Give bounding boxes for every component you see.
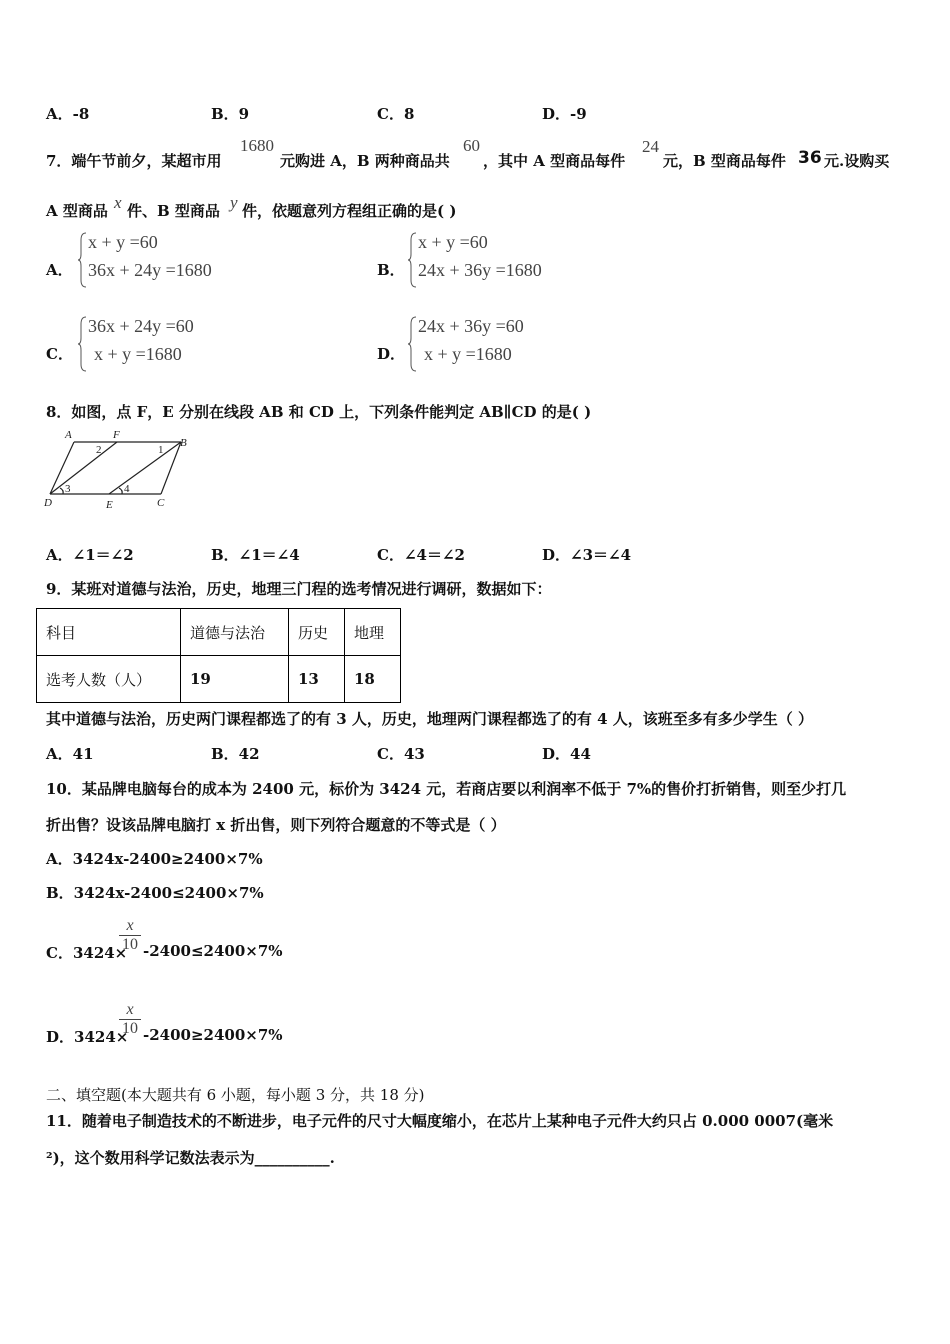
equation-line-2: x + y =1680 [94, 344, 182, 364]
q7-var-x: x [114, 193, 122, 212]
q8-option-c: C．∠4＝∠2 [377, 546, 465, 564]
q7-stem-line2c: 件，依题意列方程组正确的是( ) [242, 202, 457, 220]
equation-line-1: 24x + 36y =60 [418, 316, 524, 336]
table-header-cell: 道德与法治 [181, 609, 289, 656]
q9-option-c: C．43 [377, 745, 425, 763]
q7-option-c-label: C． [46, 345, 73, 363]
q7-value-60: 60 [463, 136, 480, 155]
q9-option-a: A．41 [46, 745, 94, 763]
q10-option-d-prefix: D．3424× [46, 1028, 129, 1046]
q6-option-b: B．9 [211, 105, 250, 123]
q9-stem: 9．某班对道德与法治，历史，地理三门程的选考情况进行调研，数据如下： [46, 580, 552, 598]
q7-stem-line2b: 件、B 型商品 [127, 202, 220, 220]
q7-stem-part3: ，其中 A 型商品每件 [483, 152, 626, 170]
q7-value-24: 24 [642, 137, 659, 156]
figure-label-e: E [106, 499, 113, 511]
q11-stem-line2: ²)，这个数用科学记数法表示为__________. [46, 1149, 335, 1167]
figure-angle-3: 3 [65, 483, 71, 495]
q9-table [36, 608, 401, 703]
equation-line-1: x + y =60 [418, 232, 488, 252]
figure-angle-2: 2 [96, 444, 102, 456]
figure-label-a: A [65, 429, 72, 441]
q10-stem-line1: 10．某品牌电脑每台的成本为 2400 元，标价为 3424 元，若商店要以利润率不低于 7%的售价打折销售，则至少打几 [46, 780, 847, 798]
q7-option-a-label: A． [46, 261, 73, 279]
q10-option-a: A．3424x-2400≥2400×7% [46, 850, 263, 868]
equation-line-2: 24x + 36y =1680 [418, 260, 542, 280]
table-cell: 18 [345, 656, 401, 703]
section-2-heading: 二、填空题(本大题共有 6 小题，每小题 3 分，共 18 分) [46, 1086, 425, 1104]
q7-option-d-label: D． [377, 345, 406, 363]
figure-label-b: B [180, 437, 187, 449]
table-cell: 选考人数（人） [37, 656, 181, 703]
q11-stem-line1: 11．随着电子制造技术的不断进步，电子元件的尺寸大幅度缩小，在芯片上某种电子元件大约只占 0.000 0007(毫米 [46, 1112, 834, 1130]
table-row [37, 656, 401, 703]
q6-option-c: C．8 [377, 105, 415, 123]
equation-line-1: x + y =60 [88, 232, 158, 252]
table-row [37, 609, 401, 656]
brace-icon [78, 316, 88, 372]
q10-option-c-fraction [119, 917, 141, 954]
equation-line-2: x + y =1680 [424, 344, 512, 364]
q9-option-b: B．42 [211, 745, 260, 763]
q8-option-d: D．∠3＝∠4 [542, 546, 632, 564]
figure-angle-4: 4 [124, 483, 130, 495]
q7-stem-part5: 元.设购买 [824, 152, 890, 170]
brace-icon [408, 232, 418, 288]
q9-after-text: 其中道德与法治，历史两门课程都选了的有 3 人，历史，地理两门课程都选了的有 4 人，该班至多有多少学生（ ） [46, 710, 813, 728]
q7-option-b-label: B． [377, 261, 405, 279]
q10-option-c-suffix: -2400≤2400×7% [143, 942, 283, 960]
q8-option-a: A．∠1＝∠2 [46, 546, 134, 564]
table-header-cell: 地理 [345, 609, 401, 656]
q7-var-y: y [230, 193, 238, 212]
equation-line-1: 36x + 24y =60 [88, 316, 194, 336]
q7-value-36: 36 [798, 148, 822, 168]
q7-stem-part1: 7．端午节前夕，某超市用 [46, 152, 222, 170]
fraction-numerator: x [126, 1001, 134, 1018]
q6-option-a: A．-8 [46, 105, 90, 123]
table-header-cell: 历史 [289, 609, 345, 656]
q10-option-b: B．3424x-2400≤2400×7% [46, 884, 264, 902]
q6-option-d: D．-9 [542, 105, 587, 123]
q8-option-b: B．∠1＝∠4 [211, 546, 300, 564]
brace-icon [78, 232, 88, 288]
q7-stem-part4: 元，B 型商品每件 [663, 152, 786, 170]
q8-stem: 8．如图，点 F，E 分别在线段 AB 和 CD 上，下列条件能判定 AB∥CD 的是( ) [46, 403, 592, 421]
figure-label-c: C [157, 497, 165, 509]
q10-option-d-fraction [119, 1001, 141, 1038]
figure-angle-1: 1 [158, 444, 164, 456]
q7-stem-part2: 元购进 A，B 两种商品共 [280, 152, 450, 170]
q10-stem-line2: 折出售？设该品牌电脑打 x 折出售，则下列符合题意的不等式是（ ） [46, 816, 506, 834]
fraction-denominator: 10 [122, 1020, 138, 1037]
q10-option-c-prefix: C．3424× [46, 944, 128, 962]
table-cell: 19 [181, 656, 289, 703]
figure-label-d: D [44, 497, 52, 509]
figure-label-f: F [113, 429, 120, 441]
q7-stem-line2a: A 型商品 [46, 202, 108, 220]
q7-value-1680: 1680 [240, 136, 274, 155]
fraction-numerator: x [126, 917, 134, 934]
q10-option-d-suffix: -2400≥2400×7% [143, 1026, 283, 1044]
q8-figure [40, 426, 200, 512]
fraction-denominator: 10 [122, 936, 138, 953]
table-cell: 13 [289, 656, 345, 703]
equation-line-2: 36x + 24y =1680 [88, 260, 212, 280]
q9-option-d: D．44 [542, 745, 591, 763]
table-header-cell: 科目 [37, 609, 181, 656]
brace-icon [408, 316, 418, 372]
